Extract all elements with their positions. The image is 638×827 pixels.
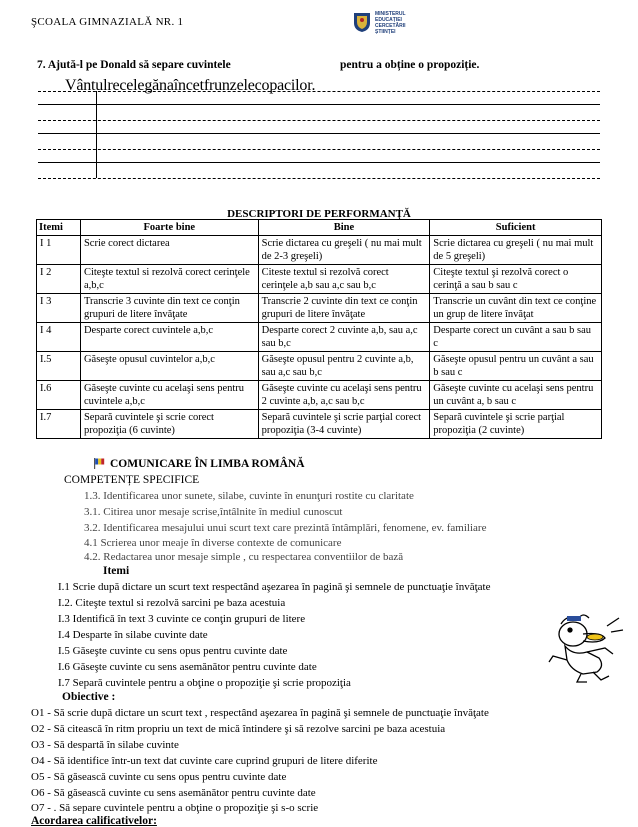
table-cell: Desparte corect cuvintele a,b,c	[80, 323, 258, 352]
table-cell: I.7	[37, 410, 81, 439]
item-line: I.2. Citeşte textul si rezolvă sarcini pe baza acestuia	[58, 597, 286, 609]
competence-item: 1.3. Identificarea unor sunete, silabe, cuvinte în enunţuri rostite cu claritate	[84, 490, 414, 502]
header-cell: Suficient	[430, 220, 602, 236]
table-cell: Găseşte cuvinte cu acelaşi sens pentru 2 cuvinte a,b, a,c sau b,c	[258, 381, 430, 410]
objective-line: O6 - Să găsească cuvinte cu sens asemănător pentru cuvinte date	[31, 787, 316, 799]
table-cell: I 4	[37, 323, 81, 352]
ministry-logo	[353, 7, 463, 43]
table-cell: Găseşte opusul pentru 2 cuvinte a,b, sau a,c sau b,c	[258, 352, 430, 381]
writing-line	[38, 162, 600, 163]
objective-line: O3 - Să despartă în silabe cuvinte	[31, 739, 179, 751]
item-line: I.7 Separă cuvintele pentru a obţine o propoziţie şi scrie propoziţia	[58, 677, 351, 689]
writing-line-dashed	[38, 120, 600, 121]
table-cell: Citeşte textul şi rezolvă corect o cerinţă a sau b sau c	[430, 265, 602, 294]
item-line: I.6 Găseşte cuvinte cu sens asemănător pentru cuvinte date	[58, 661, 317, 673]
table-cell: I.6	[37, 381, 81, 410]
items-title: Itemi	[103, 565, 130, 577]
table-row	[37, 236, 602, 265]
writing-line-dashed	[38, 178, 600, 179]
table-cell: I 1	[37, 236, 81, 265]
competence-item: 3.2. Identificarea mesajului unui scurt text care prezintă întâmplări, fenomene, ev. familiare	[84, 522, 487, 534]
table-cell: Citeşte textul si rezolvă corect cerinţele a,b,c	[80, 265, 258, 294]
header-cell: Bine	[258, 220, 430, 236]
header-cell: Foarte bine	[80, 220, 258, 236]
exercise-instruction-end: pentru a obține o propoziție.	[340, 59, 480, 71]
item-line: I.5 Găseşte cuvinte cu sens opus pentru cuvinte date	[58, 645, 288, 657]
ministry-logo-text: MINISTERUL EDUCAȚIEI CERCETĂRII ȘTIINȚEI	[375, 11, 406, 35]
table-cell: Găseşte opusul pentru un cuvânt a sau b sau c	[430, 352, 602, 381]
objective-line: O2 - Să citească în ritm propriu un text de mică întindere şi să rezolve sarcini pe baza acestuia	[31, 723, 446, 735]
table-cell: Separă cuvintele şi scrie parţial corect propoziţia (3-4 cuvinte)	[258, 410, 430, 439]
flag-bullet-icon	[93, 457, 105, 469]
competence-item: 4.1 Scrierea unor meaje în diverse contexte de comunicare	[84, 537, 342, 549]
writing-line-dashed	[38, 149, 600, 150]
item-line: I.4 Desparte în silabe cuvinte date	[58, 629, 208, 641]
table-cell: Transcrie un cuvânt din text ce conţine un grup de litere învăţat	[430, 294, 602, 323]
jumbled-sentence: Vântulrecelegănaîncetfrunzelecopacilor.	[65, 77, 316, 94]
writing-line	[38, 133, 600, 134]
header-cell: Itemi	[37, 220, 81, 236]
table-cell: Desparte corect un cuvânt a sau b sau c	[430, 323, 602, 352]
subject-title: COMUNICARE ÎN LIMBA ROMÂNĂ	[110, 458, 305, 470]
coat-of-arms-icon	[353, 11, 371, 33]
table-cell: Separă cuvintele şi scrie parţial propoziţia (2 cuvinte)	[430, 410, 602, 439]
table-row	[37, 352, 602, 381]
objectives-title: Obiective :	[62, 691, 116, 703]
objective-line: O5 - Să găsească cuvinte cu sens opus pentru cuvinte date	[31, 771, 287, 783]
item-line: I.1 Scrie după dictare un scurt text respectând aşezarea în pagină şi semnele de punctuaţie învăţate	[58, 581, 491, 593]
objective-line: O1 - Să scrie după dictare un scurt text , respectând aşezarea în pagină şi semnele de punctuaţie învăţate	[31, 707, 489, 719]
table-cell: Transcrie 2 cuvinte din text ce conţin grupuri de litere învăţate	[258, 294, 430, 323]
donald-duck-illustration	[543, 608, 625, 686]
table-cell: Transcrie 3 cuvinte din text ce conţin grupuri de litere învăţate	[80, 294, 258, 323]
table-row	[37, 410, 602, 439]
objective-line: O7 - . Să separe cuvintele pentru a obţine o propoziţie şi s-o scrie	[31, 802, 319, 814]
table-header-row	[37, 220, 602, 236]
competence-item: 3.1. Citirea unor mesaje scrise,întâlnite în mediul cunoscut	[84, 506, 343, 518]
table-cell: Găseşte cuvinte cu acelaşi sens pentru un cuvânt a, b sau c	[430, 381, 602, 410]
table-cell: Separă cuvintele şi scrie corect propoziţia (6 cuvinte)	[80, 410, 258, 439]
objective-line: O4 - Să identifice într-un text dat cuvinte care cuprind grupuri de litere diferite	[31, 755, 378, 767]
table-cell: Scrie dictarea cu greşeli ( nu mai mult de 5 greşeli)	[430, 236, 602, 265]
margin-line	[96, 91, 97, 178]
table-cell: Găseşte opusul cuvintelor a,b,c	[80, 352, 258, 381]
table-cell: Scrie dictarea cu greşeli ( nu mai mult de 2-3 greşeli)	[258, 236, 430, 265]
table-cell: I.5	[37, 352, 81, 381]
writing-line-dashed	[38, 91, 600, 92]
school-name: ŞCOALA GIMNAZIALĂ NR. 1	[31, 16, 184, 28]
grading-heading: Acordarea calificativelor:	[31, 815, 157, 827]
table-cell: I 3	[37, 294, 81, 323]
exercise-instruction: 7. Ajută-l pe Donald să separe cuvintele	[37, 59, 231, 71]
descriptors-title: DESCRIPTORI DE PERFORMANȚĂ	[227, 208, 411, 220]
table-row	[37, 323, 602, 352]
competences-title: COMPETENȚE SPECIFICE	[64, 474, 200, 486]
descriptors-table	[36, 219, 602, 439]
table-cell: Găseşte cuvinte cu acelaşi sens pentru cuvintele a,b,c	[80, 381, 258, 410]
table-row	[37, 294, 602, 323]
table-row	[37, 381, 602, 410]
item-line: I.3 Identifică în text 3 cuvinte ce conţin grupuri de litere	[58, 613, 306, 625]
writing-line	[38, 104, 600, 105]
competence-item: 4.2. Redactarea unor mesaje simple , cu respectarea conventiilor de bază	[84, 551, 404, 563]
table-cell: Citeste textul si rezolvă corect cerinţele a,b sau a,c sau b,c	[258, 265, 430, 294]
table-row	[37, 265, 602, 294]
table-cell: I 2	[37, 265, 81, 294]
table-cell: Desparte corect 2 cuvinte a,b, sau a,c sau b,c	[258, 323, 430, 352]
table-cell: Scrie corect dictarea	[80, 236, 258, 265]
